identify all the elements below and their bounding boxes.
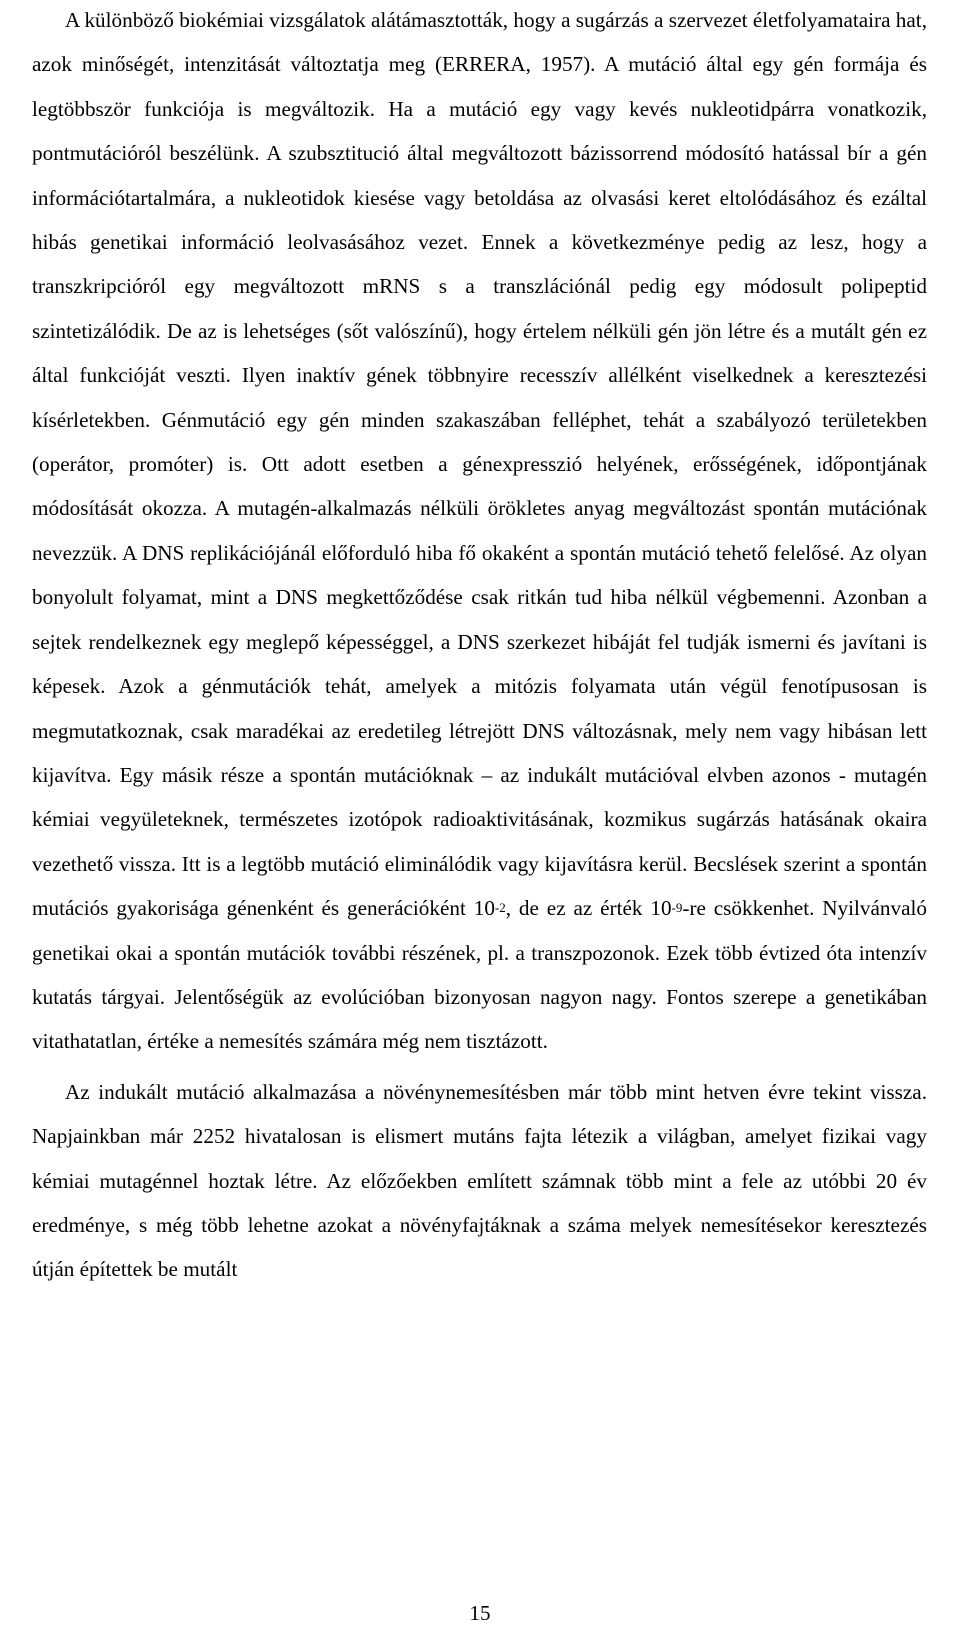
paragraph-induced-mutation: Az indukált mutáció alkalmazása a növénynemesítésben már több mint hetven évre tekint vissza. Napjainkban már 2252 hivatalosan is elismert mutáns fajta létezik a világban, amelyet fizikai vagy kémiai mutagénnel hoztak létre. Az előzőekben említett számnak több mint a fele az utóbbi 20 év eredménye, s még több lehetne azokat a növényfajtáknak a száma melyek nemesítésekor keresztezés útján építettek be mutált [32,1079,927,1282]
page-number: 15 [469,1601,491,1625]
exponent: -2 [494,900,506,916]
paragraph-text: A különböző biokémiai vizsgálatok alátámasztották, hogy a sugárzás a szervezet életfolyamataira hat, azok minőségét, intenzitását változtatja meg (ERRERA, 1957). A mutáció által egy gén formája és legtöbbször funkciója is megváltozik. Ha a mutáció egy vagy kevés nukleotidpárra vonatkozik, pontmutációról beszélünk. A szubsztitució által megváltozott bázissorrend módosító hatással bír a gén információtartalmára, a nukleotidok kiesése vagy betoldása az olvasási keret eltolódásához és ezáltal hibás genetikai információ leolvasásához vezet. Ennek a következménye pedig az lesz, hogy a transzkripcióról egy megváltozott mRNS s a transzlációnál pedig egy módosult polipeptid szintetizálódik. De az is lehetséges (sőt valószínű), hogy értelem nélküli gén jön létre és a mutált gén ez által funkcióját veszti. Ilyen inaktív gének többnyire recesszív allélként viselkednek a keresztezési kísérletekben. Génmutáció egy gén minden szakaszában felléphet, tehát a szabályozó területekben (operátor, promóter) is. Ott adott esetben a génexpresszió helyének, erősségének, időpontjának módosítását okozza. A mutagén-alkalmazás nélküli örökletes anyag megváltozást spontán mutációnak nevezzük. A DNS replikációjánál előforduló hiba fő okaként a spontán mutáció tehető felelősé. Az olyan bonyolult folyamat, mint a DNS megkettőződése csak ritkán tud hiba nélkül végbemenni. Azonban a sejtek rendelkeznek egy meglepő képességgel, a DNS szerkezet hibáját fel tudják ismerni és javítani is képesek. Azok a génmutációk tehát, amelyek a mitózis folyamata után végül fenotípusosan is megmutatkoznak, csak maradékai az eredetileg létrejött DNS változásnak, mely nem vagy hibásan lett kijavítva. Egy másik része a spontán mutációknak – az indukált mutációval elvben azonos - mutagén kémiai vegyületeknek, természetes izotópok radioaktivitásának, kozmikus sugárzás hatásának okaira vezethető vissza. Itt is a legtöbb mutáció eliminálódik vagy kijavításra kerül. Becslések szerint a spontán mutációs gyakorisága génenként és generációként 10 [32,8,927,921]
paragraph-text: , de ez az érték 10 [505,896,672,921]
paragraph-text: -re csökkenhet. Nyilvánvaló genetikai okai a spontán mutációk további részének, pl. a transzpozonok. Ezek több évtized óta intenzív kutatás tárgyai. Jelentőségük az evolúcióban bizonyosan nagyon nagy. Fontos szerepe a genetikában vitathatatlan, értéke a nemesítés számára még nem tisztázott. [32,896,927,1054]
document-page [32,0,927,1292]
exponent: -9 [671,900,683,916]
paragraph-mutation-overview [32,0,927,1064]
